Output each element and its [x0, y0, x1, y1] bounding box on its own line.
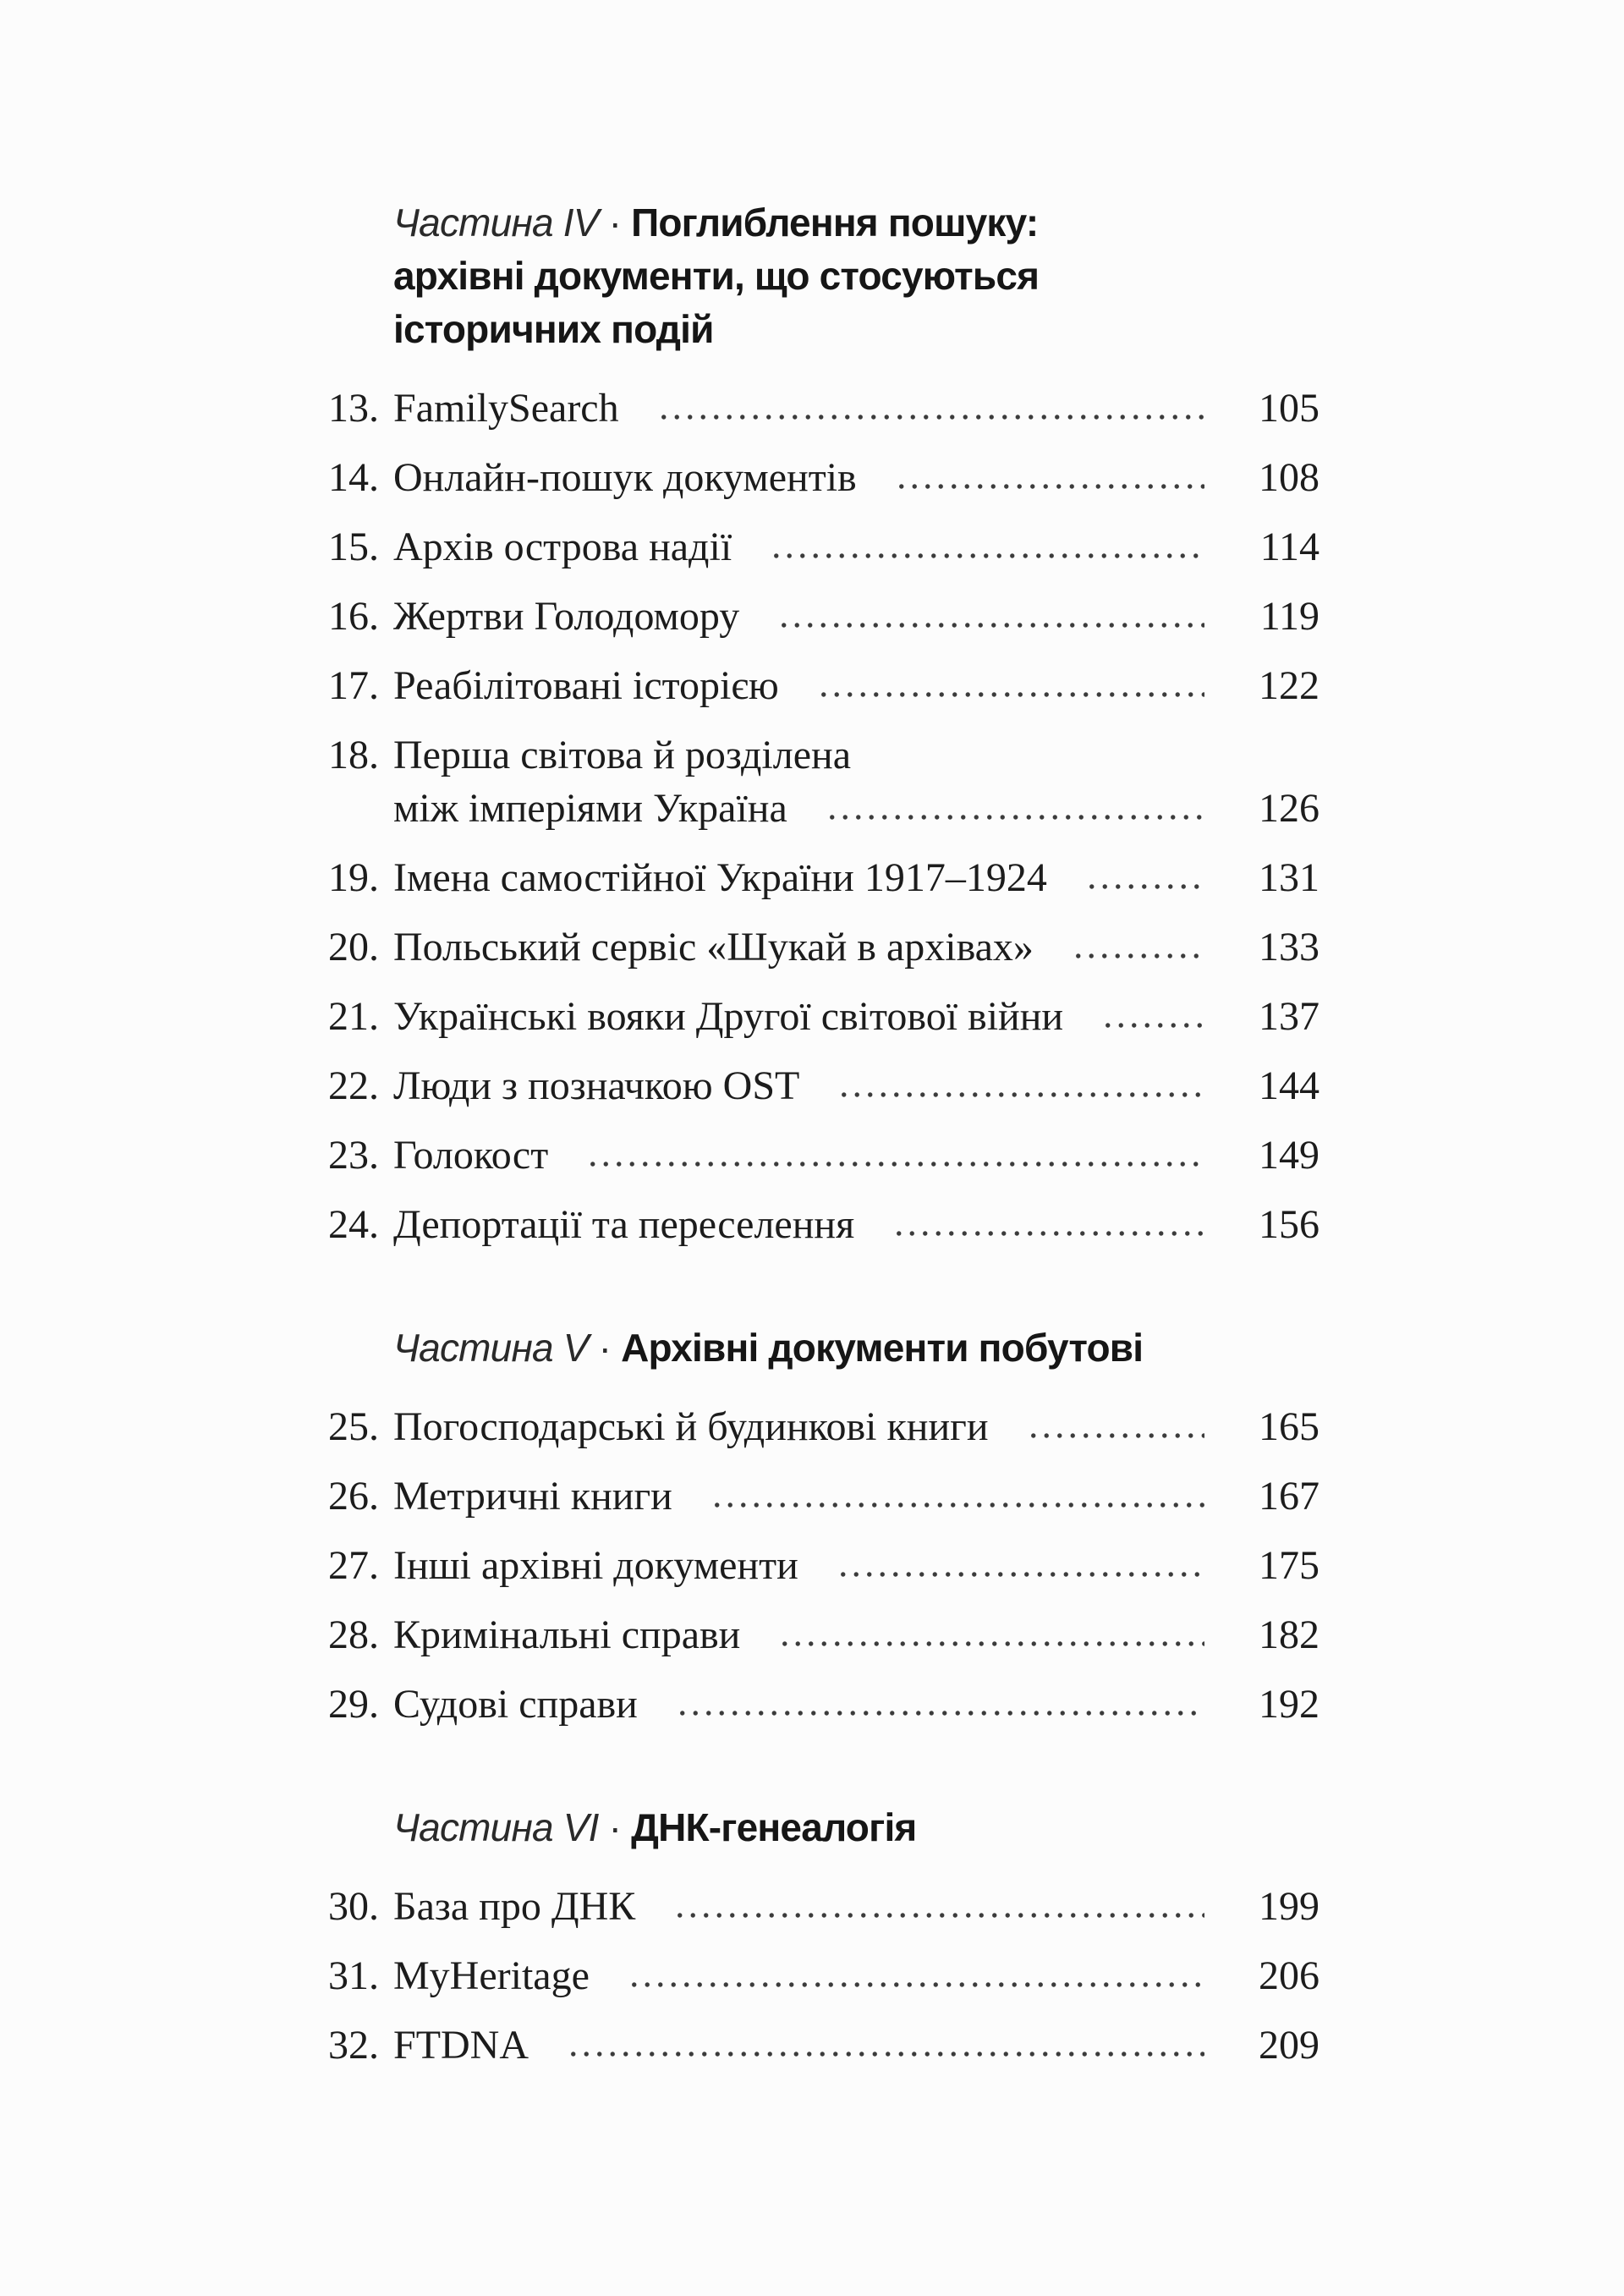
toc-item-body [393, 1880, 1320, 1933]
section-items [328, 382, 1320, 1251]
toc-item-number: 17. [328, 663, 379, 708]
toc-item-lastline [393, 2019, 1320, 2072]
toc-item-title: Метричні книги [393, 1474, 672, 1519]
toc-item [328, 1539, 1320, 1592]
toc-item-number: 19. [328, 855, 379, 900]
toc-item-lastline [393, 920, 1320, 974]
dot-leader [895, 482, 1204, 491]
dot-leader [673, 1911, 1204, 1920]
toc-item-body [393, 1400, 1320, 1453]
toc-item-title: Погосподарські й будинкові книги [393, 1404, 989, 1449]
toc-item-title: Українські вояки Другої світової війни [393, 994, 1064, 1039]
section-heading [393, 196, 1320, 356]
toc-item-lastline [393, 520, 1320, 574]
toc-item-page: 206 [1259, 1953, 1320, 1998]
toc-item-body [393, 1129, 1320, 1182]
toc-item-number: 24. [328, 1202, 379, 1247]
toc-item [328, 1059, 1320, 1112]
toc-item [328, 1678, 1320, 1731]
toc-item-page: 167 [1259, 1474, 1320, 1519]
toc-item-body [393, 1198, 1320, 1251]
toc-item-number: 13. [328, 386, 379, 431]
toc-item-lastline [393, 1539, 1320, 1592]
toc-item-lastline [393, 382, 1320, 435]
section-part-label: Частина VI [393, 1805, 599, 1849]
toc-item-number: 14. [328, 455, 379, 500]
toc-item-page: 131 [1259, 855, 1320, 900]
toc-item-title: Кримінальні справи [393, 1612, 741, 1657]
dot-leader [657, 413, 1204, 421]
toc-item [328, 590, 1320, 643]
toc-item-lastline [393, 1880, 1320, 1933]
toc-item-number: 32. [328, 2023, 379, 2068]
toc-item-title: Люди з позначкою OST [393, 1063, 800, 1108]
section-part-title: Архівні документи побутові [621, 1326, 1144, 1370]
toc-item-number: 18. [328, 733, 379, 777]
dot-leader [817, 690, 1204, 699]
toc-item-page: 175 [1259, 1543, 1320, 1588]
toc-item-title: Інші архівні документи [393, 1543, 798, 1588]
toc-item-body [393, 1678, 1320, 1731]
toc-item-body [393, 590, 1320, 643]
toc-section [328, 196, 1320, 1251]
toc-item [328, 920, 1320, 974]
toc-item-body [393, 520, 1320, 574]
toc-item-title: MyHeritage [393, 1953, 590, 1998]
toc-item-title: між імперіями Україна [393, 786, 787, 831]
toc-item-body [393, 659, 1320, 712]
dot-leader [892, 1229, 1204, 1238]
section-part-label: Частина IV [393, 200, 599, 244]
toc-item [328, 1608, 1320, 1662]
toc-item-title: База про ДНК [393, 1884, 636, 1929]
toc-item-title: Реабілітовані історією [393, 663, 779, 708]
toc-item-lastline [393, 590, 1320, 643]
toc-item-title: FTDNA [393, 2023, 529, 2068]
toc-item-lastline [393, 851, 1320, 904]
toc-item-lastline [393, 1469, 1320, 1523]
toc-item-page: 182 [1259, 1612, 1320, 1657]
toc-item [328, 1198, 1320, 1251]
toc-item-page: 114 [1259, 525, 1320, 569]
toc-item-number: 30. [328, 1884, 379, 1929]
toc-item-number: 25. [328, 1404, 379, 1449]
section-separator: · [598, 1805, 632, 1849]
dot-leader [837, 1570, 1204, 1579]
toc-item-body [393, 1608, 1320, 1662]
toc-item-body [393, 728, 1320, 835]
toc-item-lastline [393, 1129, 1320, 1182]
toc-item-lastline [393, 990, 1320, 1043]
toc-item-lastline [393, 659, 1320, 712]
toc-item-lastline [393, 451, 1320, 504]
toc-item-lastline [393, 1059, 1320, 1112]
toc-item-title: Депортації та переселення [393, 1202, 855, 1247]
toc-item-page: 209 [1259, 2023, 1320, 2068]
toc-item-page: 126 [1259, 786, 1320, 831]
dot-leader [710, 1501, 1204, 1509]
section-part-title: Поглиблення пошуку: архівні документи, що стосуються історичних подій [393, 200, 1040, 351]
toc-item-page: 165 [1259, 1404, 1320, 1449]
section-heading [393, 1321, 1320, 1375]
toc-item-page: 199 [1259, 1884, 1320, 1929]
toc-item-title: Судові справи [393, 1682, 638, 1727]
toc-item [328, 1400, 1320, 1453]
toc-item [328, 1469, 1320, 1523]
dot-leader [567, 2050, 1204, 2058]
toc-item-lastline [393, 782, 1320, 835]
dot-leader [837, 1090, 1204, 1099]
toc-item-number: 16. [328, 594, 379, 639]
toc-item-number: 20. [328, 925, 379, 969]
toc-item-page: 192 [1259, 1682, 1320, 1727]
toc-item-number: 29. [328, 1682, 379, 1727]
toc-item-body [393, 1059, 1320, 1112]
toc-item-number: 31. [328, 1953, 379, 1998]
toc-item [328, 451, 1320, 504]
toc-item-page: 156 [1259, 1202, 1320, 1247]
toc-item-title: Жертви Голодомору [393, 594, 740, 639]
toc-item [328, 659, 1320, 712]
toc-item-lastline [393, 1608, 1320, 1662]
toc-item-page: 108 [1259, 455, 1320, 500]
toc-item [328, 2019, 1320, 2072]
dot-leader [676, 1709, 1204, 1717]
toc-item-lastline [393, 1678, 1320, 1731]
toc-item-body [393, 851, 1320, 904]
toc-content [328, 196, 1320, 2072]
section-heading [393, 1801, 1320, 1854]
toc-item [328, 520, 1320, 574]
toc-item-number: 22. [328, 1063, 379, 1108]
dot-leader [770, 552, 1204, 560]
toc-item [328, 1880, 1320, 1933]
toc-item-title: Польський сервіс «Шукай в архівах» [393, 925, 1034, 969]
toc-item [328, 1129, 1320, 1182]
toc-item-number: 23. [328, 1133, 379, 1178]
toc-item-number: 15. [328, 525, 379, 569]
toc-item-title-line: Перша світова й розділена [393, 733, 852, 777]
toc-item-lastline [393, 1400, 1320, 1453]
toc-item-page: 122 [1259, 663, 1320, 708]
section-part-title: ДНК-генеалогія [631, 1805, 917, 1849]
toc-item [328, 851, 1320, 904]
toc-item-page: 144 [1259, 1063, 1320, 1108]
dot-leader [1027, 1431, 1204, 1440]
toc-item-body [393, 382, 1320, 435]
toc-item-lastline [393, 1198, 1320, 1251]
toc-item [328, 990, 1320, 1043]
toc-item-page: 119 [1259, 594, 1320, 639]
toc-item-lastline [393, 1949, 1320, 2002]
toc-item-number: 21. [328, 994, 379, 1039]
toc-item-body [393, 1469, 1320, 1523]
toc-item-title: Голокост [393, 1133, 549, 1178]
toc-item-number: 27. [328, 1543, 379, 1588]
toc-item-title: Онлайн-пошук документів [393, 455, 857, 500]
toc-item-number: 26. [328, 1474, 379, 1519]
toc-item-page: 133 [1259, 925, 1320, 969]
toc-item-body [393, 451, 1320, 504]
toc-item-title: FamilySearch [393, 386, 619, 431]
toc-item [328, 728, 1320, 835]
section-part-label: Частина V [393, 1326, 589, 1370]
toc-item-body [393, 920, 1320, 974]
toc-item-body [393, 2019, 1320, 2072]
dot-leader [826, 813, 1204, 821]
toc-item-page: 105 [1259, 386, 1320, 431]
section-items [328, 1880, 1320, 2072]
section-items [328, 1400, 1320, 1731]
toc-item-page: 137 [1259, 994, 1320, 1039]
toc-item-body [393, 990, 1320, 1043]
toc-item [328, 382, 1320, 435]
section-separator: · [588, 1326, 622, 1370]
dot-leader [628, 1980, 1204, 1989]
dot-leader [778, 1640, 1204, 1648]
toc-item-page: 149 [1259, 1133, 1320, 1178]
toc-item-title: Архів острова надії [393, 525, 732, 569]
dot-leader [1072, 952, 1204, 960]
dot-leader [1101, 1021, 1204, 1030]
toc-item-number: 28. [328, 1612, 379, 1657]
dot-leader [586, 1160, 1204, 1168]
toc-item-body [393, 1539, 1320, 1592]
toc-item-title: Імена самостійної України 1917–1924 [393, 855, 1047, 900]
toc-item [328, 1949, 1320, 2002]
section-separator: · [598, 200, 632, 244]
toc-item-body [393, 1949, 1320, 2002]
dot-leader [1085, 882, 1204, 891]
dot-leader [777, 621, 1204, 629]
toc-section [328, 1321, 1320, 1731]
toc-section [328, 1801, 1320, 2072]
